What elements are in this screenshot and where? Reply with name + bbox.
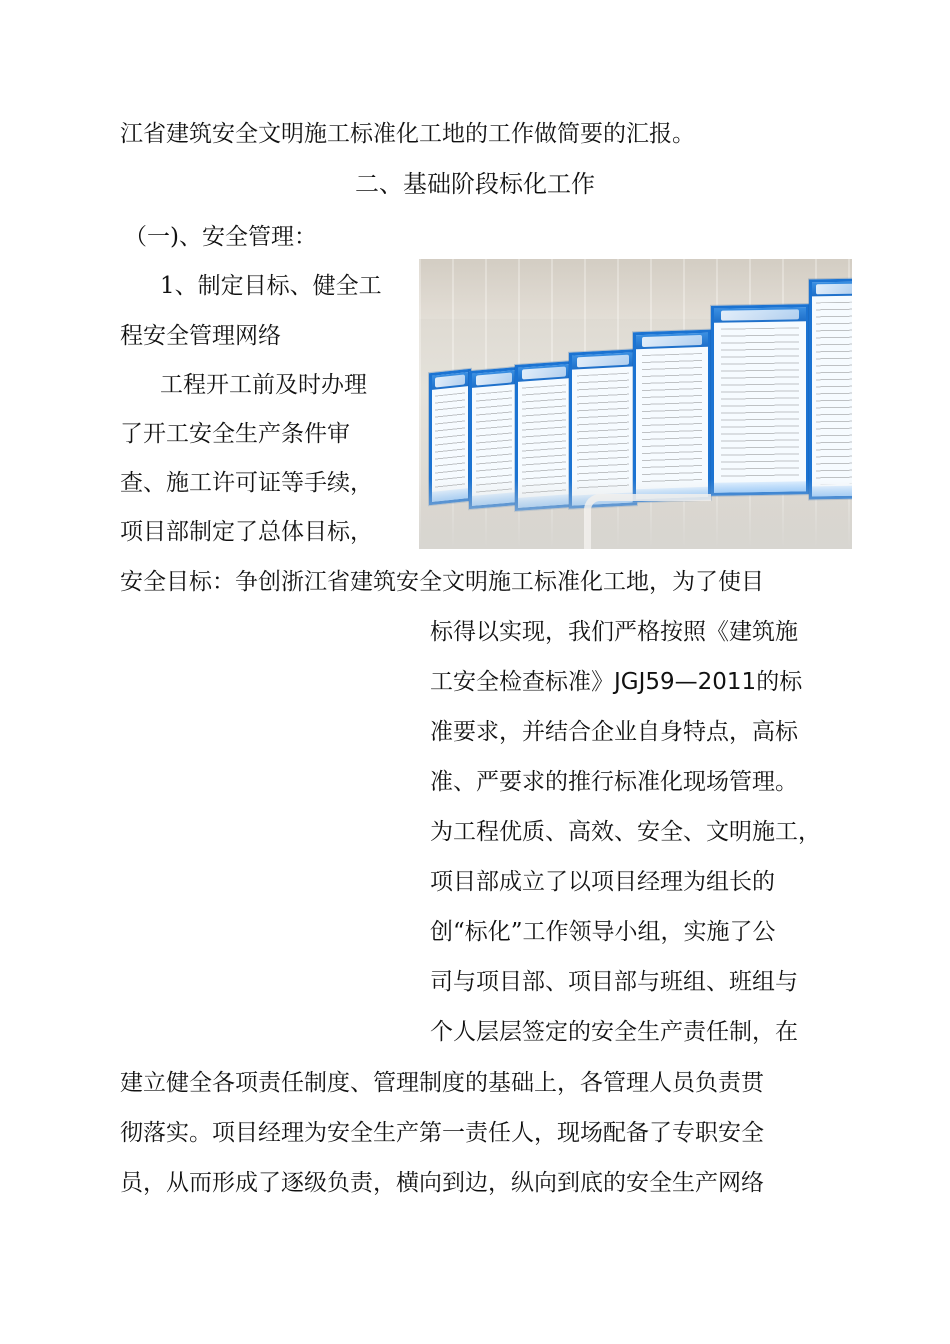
photo-pipe [584,494,711,549]
safety-board [633,330,711,503]
text-line: 项目部制定了总体目标， [120,519,373,545]
text-line: 项目部成立了以项目经理为组长的 [430,869,775,895]
text-line: 建立健全各项责任制度、管理制度的基础上，各管理人员负责贯 [120,1070,764,1096]
safety-boards-photo [419,259,852,549]
text-line: 司与项目部、项目部与班组、班组与 [430,969,798,995]
text-line: 了开工安全生产条件审 [120,421,350,447]
text-line: 创“标化”工作领导小组，实施了公 [430,919,776,945]
safety-board [711,304,809,496]
text-line: 个人层层签定的安全生产责任制，在 [430,1019,798,1045]
text-line: 员，从而形成了逐级负责，横向到边，纵向到底的安全生产网络 [120,1170,764,1196]
text-line: 1、制定目标、健全工 [160,273,382,299]
text-line: 标得以实现，我们严格按照《建筑施 [430,619,798,645]
safety-board [809,279,852,500]
text-line: 彻落实。项目经理为安全生产第一责任人，现场配备了专职安全 [120,1120,764,1146]
text-line: 准、严要求的推行标准化现场管理。 [430,769,798,795]
section-heading: 二、基础阶段标化工作 [355,170,595,198]
text-line: 为工程优质、高效、安全、文明施工， [430,819,821,845]
subsection-heading: （一)、安全管理： [124,224,317,250]
text-line: 安全目标：争创浙江省建筑安全文明施工标准化工地，为了使目 [120,569,764,595]
text-line: 工程开工前及时办理 [160,372,367,398]
text-line: 准要求，并结合企业自身特点，高标 [430,719,798,745]
text-line: 江省建筑安全文明施工标准化工地的工作做简要的汇报。 [120,121,695,147]
text-line: 查、施工许可证等手续， [120,470,373,496]
text-line: 工安全检查标准》JGJ59—2011的标 [430,669,803,695]
text-line: 程安全管理网络 [120,323,281,349]
